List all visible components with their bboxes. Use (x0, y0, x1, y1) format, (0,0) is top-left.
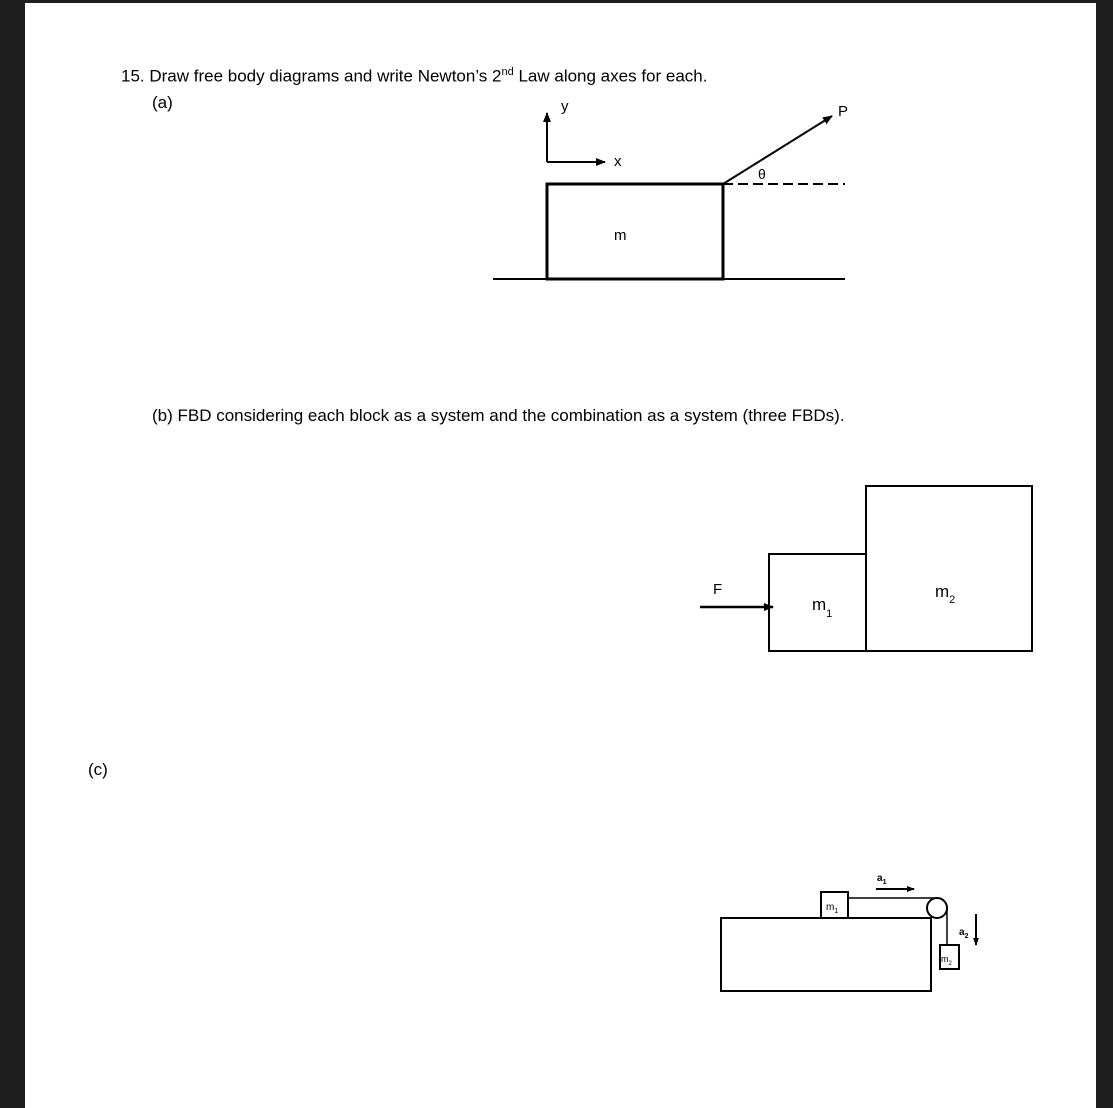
accel1-label: $a_1$ (877, 873, 887, 886)
pulley (927, 898, 947, 918)
small-mass2-label: $m_2$ (941, 954, 952, 967)
diagram-b (700, 486, 1032, 651)
axis-y-label: y (561, 98, 569, 115)
block-m (547, 184, 723, 279)
mass-label: m (614, 227, 627, 244)
force-p-arrow (723, 116, 832, 184)
block-m2 (866, 486, 1032, 651)
accel2-label: $a_2$ (959, 927, 969, 940)
force-p-label: P (838, 103, 849, 120)
part-b-label: (b) FBD considering each block as a system and the combination as a system (three FBDs). (152, 406, 845, 425)
part-c-label: (c) (88, 760, 108, 779)
force-f-label: F (713, 581, 723, 598)
question-superscript: nd (501, 66, 514, 78)
part-a-label: (a) (152, 93, 173, 112)
mass1-label: $m_1$ (812, 595, 833, 620)
question-suffix: Law along axes for each. (513, 66, 708, 86)
table-block (721, 918, 931, 991)
question-prefix: 15. Draw free body diagrams and write Newton’s 2 (121, 66, 502, 86)
axis-x-label: x (614, 153, 622, 170)
diagram-c (721, 873, 976, 991)
angle-theta-label: θ (758, 166, 766, 182)
mass2-label: $m_2$ (935, 582, 956, 606)
diagram-a (493, 98, 848, 279)
small-mass1-label: $m_1$ (826, 902, 839, 915)
